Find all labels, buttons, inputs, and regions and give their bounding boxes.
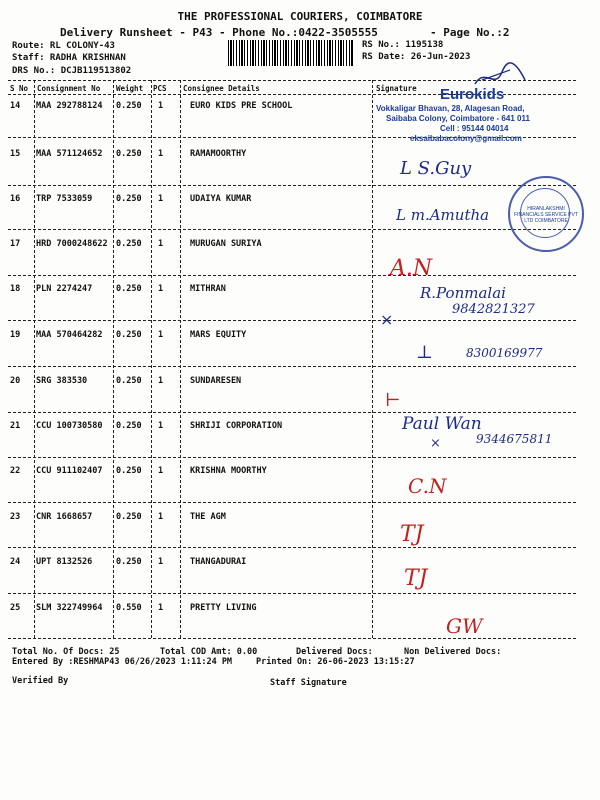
row-separator xyxy=(8,457,576,458)
rs-date: RS Date: 26-Jun-2023 xyxy=(362,52,471,62)
signature-row-17: A.N xyxy=(390,256,433,281)
total-cod: Total COD Amt: 0.00 xyxy=(160,647,258,657)
row-pcs: 1 xyxy=(158,101,164,111)
signature-row-22: C.N xyxy=(408,474,447,498)
row-pcs: 1 xyxy=(158,194,164,204)
col-divider xyxy=(113,80,114,638)
signature-row-19-phone: 8300169977 xyxy=(466,346,543,360)
row-weight: 0.250 xyxy=(116,421,142,431)
row-consignment: MAA 292788124 xyxy=(36,101,103,111)
row-pcs: 1 xyxy=(158,149,164,159)
row-consignment: CCU 100730580 xyxy=(36,421,103,431)
signature-row-18-name: R.Ponmalai xyxy=(420,284,506,302)
document-title: THE PROFESSIONAL COURIERS, COIMBATORE xyxy=(177,10,423,23)
stamp-phone: Cell : 95144 04014 xyxy=(440,124,509,133)
row-weight: 0.250 xyxy=(116,330,142,340)
row-consignment: PLN 2274247 xyxy=(36,284,93,294)
signature-row-24: TJ xyxy=(404,566,428,591)
cross-mark: × xyxy=(380,310,394,329)
rs-number: RS No.: 1195138 xyxy=(362,40,444,50)
row-consignee: UDAIYA KUMAR xyxy=(190,194,252,204)
row-weight: 0.250 xyxy=(116,376,142,386)
row-pcs: 1 xyxy=(158,557,164,567)
row-separator xyxy=(8,412,576,413)
entered-by: Entered By :RESHMAP43 06/26/2023 1:11:24 PM xyxy=(12,657,233,667)
row-consignment: MAA 570464282 xyxy=(36,330,103,340)
signature-row-21-phone: 9344675811 xyxy=(476,432,553,446)
row-sno: 15 xyxy=(10,149,21,159)
row-sno: 23 xyxy=(10,512,21,522)
row-weight: 0.250 xyxy=(116,512,142,522)
route-label: Route: RL COLONY-43 xyxy=(12,41,115,51)
delivered-docs: Delivered Docs: xyxy=(296,647,373,657)
col-divider xyxy=(372,80,373,638)
company-round-stamp: HIRANLAKSHMI FINANCIALS SERVICE PVT LTD COIMBATORE xyxy=(508,176,584,252)
row-consignee: THE AGM xyxy=(190,512,226,522)
non-delivered-docs: Non Delivered Docs: xyxy=(404,647,502,657)
row-separator xyxy=(8,229,576,230)
row-consignment: HRD 7000248622 xyxy=(36,239,108,249)
row-weight: 0.250 xyxy=(116,194,142,204)
signature-row-16: L m.Amutha xyxy=(396,206,490,224)
row-pcs: 1 xyxy=(158,466,164,476)
signature-row-23: TJ xyxy=(400,522,424,547)
row-20-mark: ⊢ xyxy=(385,390,401,411)
page-number: - Page No.:2 xyxy=(430,26,510,39)
eurokids-logo: Eurokids xyxy=(440,86,505,103)
staff-signature: Staff Signature xyxy=(270,678,347,688)
stamp-signature-scribble xyxy=(470,62,530,92)
row-sno: 25 xyxy=(10,603,21,613)
row-consignee: SUNDARESEN xyxy=(190,376,242,386)
row-consignment: MAA 571124652 xyxy=(36,149,103,159)
row-pcs: 1 xyxy=(158,512,164,522)
row-sno: 24 xyxy=(10,557,21,567)
printed-on: Printed On: 26-06-2023 13:15:27 xyxy=(256,657,415,667)
row-weight: 0.250 xyxy=(116,101,142,111)
row-separator xyxy=(8,185,576,186)
barcode xyxy=(228,40,354,66)
row-sno: 17 xyxy=(10,239,21,249)
runsheet-subtitle: Delivery Runsheet - P43 - Phone No.:0422-3505555 xyxy=(60,26,378,39)
row-consignment: SLM 322749964 xyxy=(36,603,103,613)
row-separator xyxy=(8,547,576,548)
row-sno: 21 xyxy=(10,421,21,431)
row-sno: 22 xyxy=(10,466,21,476)
cross-mark: × xyxy=(430,436,441,451)
row-consignment: UPT 8132526 xyxy=(36,557,93,567)
stamp-address-line: Saibaba Colony, Coimbatore - 641 011 xyxy=(386,114,530,123)
col-header-signature: Signature xyxy=(376,84,417,93)
row-consignee: RAMAMOORTHY xyxy=(190,149,247,159)
row-pcs: 1 xyxy=(158,239,164,249)
row-weight: 0.250 xyxy=(116,284,142,294)
row-sno: 20 xyxy=(10,376,21,386)
row-weight: 0.250 xyxy=(116,557,142,567)
row-consignee: THANGADURAI xyxy=(190,557,247,567)
row-separator xyxy=(8,638,576,639)
row-consignment: SRG 383530 xyxy=(36,376,88,386)
row-pcs: 1 xyxy=(158,284,164,294)
row-separator xyxy=(8,593,576,594)
row-consignee: SHRIJI CORPORATION xyxy=(190,421,283,431)
row-separator xyxy=(8,320,576,321)
row-sno: 18 xyxy=(10,284,21,294)
row-separator xyxy=(8,275,576,276)
signature-row-18-phone: 9842821327 xyxy=(452,302,535,317)
row-separator xyxy=(8,502,576,503)
signature-row-15: L S.Guy xyxy=(400,158,472,179)
row-pcs: 1 xyxy=(158,603,164,613)
signature-row-19-mark: ⊥ xyxy=(416,342,433,363)
row-weight: 0.250 xyxy=(116,239,142,249)
row-consignment: CCU 911102407 xyxy=(36,466,103,476)
row-consignee: EURO KIDS PRE SCHOOL xyxy=(190,101,293,111)
stamp-address-line: Vokkaligar Bhavan, 28, Alagesan Road, xyxy=(376,104,525,113)
col-header-weight: Weight xyxy=(116,84,144,93)
col-divider xyxy=(151,80,152,638)
row-pcs: 1 xyxy=(158,421,164,431)
col-divider xyxy=(34,80,35,638)
signature-row-25: GW xyxy=(446,614,483,638)
col-header-pcs: PCS xyxy=(153,84,167,93)
row-consignee: MARS EQUITY xyxy=(190,330,247,340)
staff-label: Staff: RADHA KRISHNAN xyxy=(12,53,126,63)
row-weight: 0.250 xyxy=(116,466,142,476)
row-separator xyxy=(8,366,576,367)
row-sno: 14 xyxy=(10,101,21,111)
row-pcs: 1 xyxy=(158,376,164,386)
row-sno: 19 xyxy=(10,330,21,340)
row-consignment: CNR 1668657 xyxy=(36,512,93,522)
total-docs: Total No. Of Docs: 25 xyxy=(12,647,120,657)
row-pcs: 1 xyxy=(158,330,164,340)
row-sno: 16 xyxy=(10,194,21,204)
row-consignee: KRISHNA MOORTHY xyxy=(190,466,267,476)
col-header-consignee: Consignee Details xyxy=(183,84,260,93)
stamp-email: eksaibabacolony@gmail.com xyxy=(410,134,522,143)
row-consignee: PRETTY LIVING xyxy=(190,603,257,613)
col-header-sno: S No xyxy=(10,84,29,93)
row-weight: 0.250 xyxy=(116,149,142,159)
row-consignee: MITHRAN xyxy=(190,284,226,294)
signature-row-21-name: Paul Wan xyxy=(402,414,482,434)
drs-number: DRS No.: DCJB119513802 xyxy=(12,66,132,76)
verified-by: Verified By xyxy=(12,676,69,686)
row-weight: 0.550 xyxy=(116,603,142,613)
row-consignment: TRP 7533059 xyxy=(36,194,93,204)
col-divider xyxy=(180,80,181,638)
row-consignee: MURUGAN SURIYA xyxy=(190,239,262,249)
col-header-consignment: Consignment No xyxy=(37,84,101,93)
